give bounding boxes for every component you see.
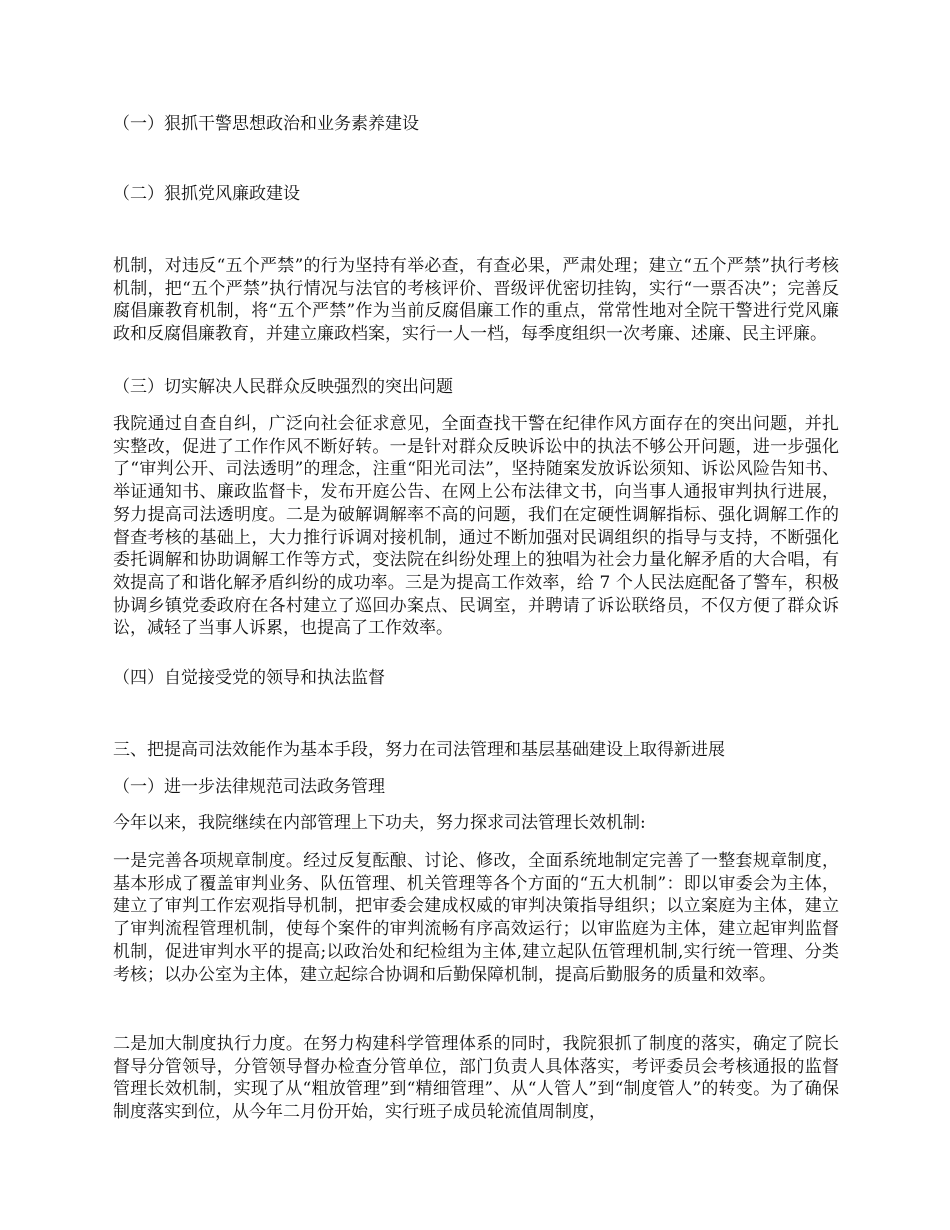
paragraph-enforcement: 二是加大制度执行力度。在努力构建科学管理体系的同时，我院狠抓了制度的落实，确定了院长督导分管领导，分管领导督办检查分管单位，部门负责人具体落实，考评委员会考核通报的监督管理长效机制，实现了从“粗放管理”到“精细管理”、从“人管人”到“制度管人”的转变。为了确保制度落实到位，从今年二月份开始，实行班子成员轮流值周制度， — [113, 1034, 839, 1123]
section-heading-5: （一）进一步法律规范司法政务管理 — [113, 777, 385, 797]
paragraph-discipline-mechanism: 机制，对违反“五个严禁”的行为坚持有举必查，有查必果，严肃处理；建立“五个严禁”执行考核机制，把“五个严禁”执行情况与法官的考核评价、晋级评优密切挂钩，实行“一票否决”；完善反腐倡廉教育机制，将“五个严禁”作为当前反腐倡廉工作的重点，常常性地对全院干警进行党风廉政和反腐倡廉教育，并建立廉政档案，实行一人一档，每季度组织一次考廉、述廉、民主评廉。 — [113, 256, 839, 345]
section-heading-2: （二）狠抓党风廉政建设 — [113, 184, 300, 204]
section-heading-3: （三）切实解决人民群众反映强烈的突出问题 — [113, 377, 453, 397]
chapter-heading-3: 三、把提高司法效能作为基本手段，努力在司法管理和基层基础建设上取得新进展 — [113, 740, 725, 760]
paragraph-problem-solving: 我院通过自查自纠，广泛向社会征求意见，全面查找干警在纪律作风方面存在的突出问题，并扎实整改，促进了工作作风不断好转。一是针对群众反映诉讼中的执法不够公开问题，进一步强化了“审判公开、司法透明”的理念，注重“阳光司法”，坚持随案发放诉讼须知、诉讼风险告知书、举证通知书、廉政监督卡，发布开庭公告、在网上公布法律文书，向当事人通报审判执行进展，努力提高司法透明度。二是为破解调解率不高的问题，我们在定硬性调解指标、强化调解工作的督查考核的基础上，大力推行诉调对接机制，通过不断加强对民调组织的指导与支持，不断强化委托调解和协助调解工作等方式，变法院在纠纷处理上的独唱为社会力量化解矛盾的大合唱，有效提高了和谐化解矛盾纠纷的成功率。三是为提高工作效率，给 7 个人民法庭配备了警车，积极协调乡镇党委政府在各村建立了巡回办案点、民调室，并聘请了诉讼联络员，不仅方便了群众诉讼，减轻了当事人诉累，也提高了工作效率。 — [113, 414, 839, 639]
paragraph-intro: 今年以来，我院继续在内部管理上下功夫，努力探求司法管理长效机制: — [113, 813, 646, 833]
paragraph-rules-system: 一是完善各项规章制度。经过反复酝酿、讨论、修改，全面系统地制定完善了一整套规章制度，基本形成了覆盖审判业务、队伍管理、机关管理等各个方面的“五大机制”：即以审委会为主体，建立了审判工作宏观指导机制，把审委会建成权威的审判决策指导组织；以立案庭为主体，建立了审判流程管理机制，使每个案件的审判流畅有序高效运行；以审监庭为主体，建立起审判监督机制，促进审判水平的提高;以政治处和纪检组为主体,建立起队伍管理机制,实行统一管理、分类考核；以办公室为主体，建立起综合协调和后勤保障机制，提高后勤服务的质量和效率。 — [113, 851, 839, 985]
section-heading-1: （一）狠抓干警思想政治和业务素养建设 — [113, 114, 419, 134]
section-heading-4: （四）自觉接受党的领导和执法监督 — [113, 668, 385, 688]
